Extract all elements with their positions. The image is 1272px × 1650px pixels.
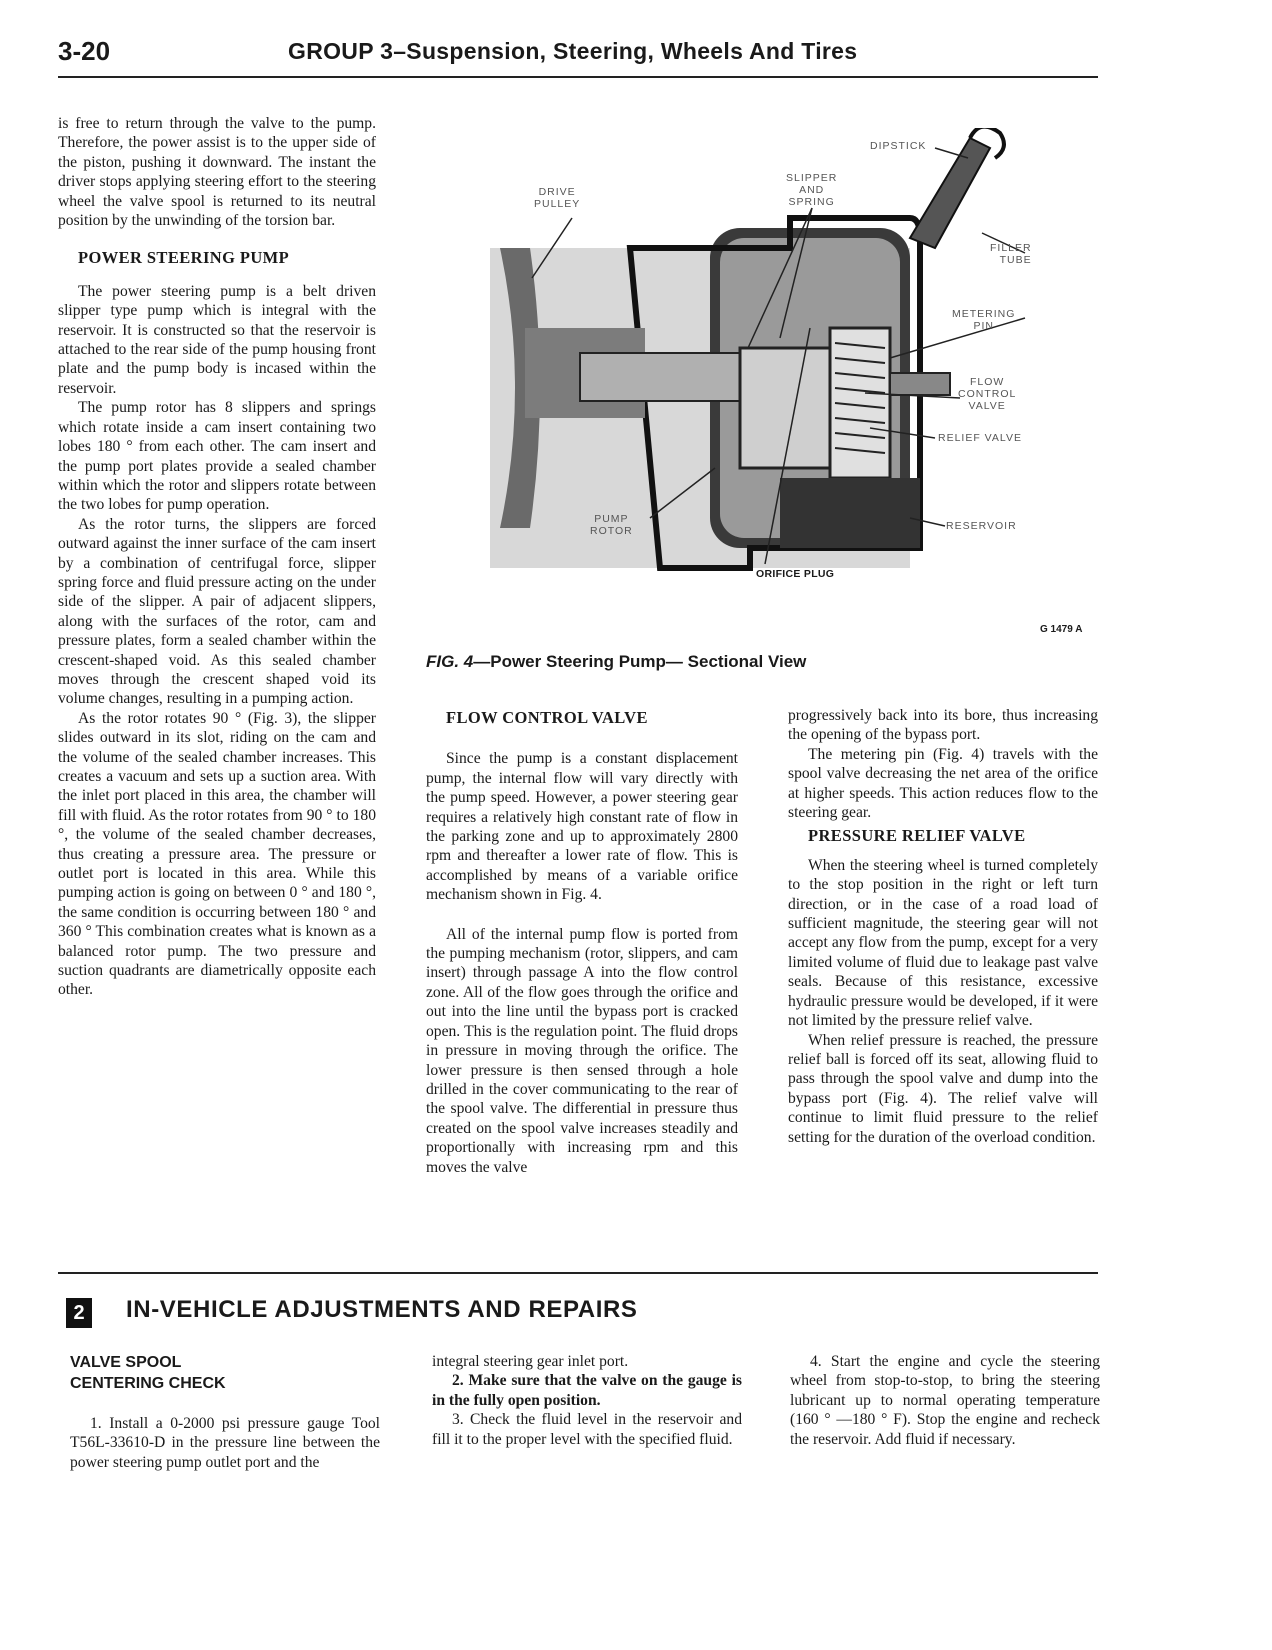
paragraph: The power steering pump is a belt driven slipper type pump which is integral with the reservoir. It is constructed so that the reservoir is attached to the rear side of the pump housing front plate and the pump body is incased within the reservoir.: [58, 282, 376, 397]
label-dipstick: DIPSTICK: [870, 140, 927, 152]
paragraph: progressively back into its bore, thus increasing the opening of the bypass port.: [788, 707, 1098, 744]
step-1: 1. Install a 0-2000 psi pressure gauge Tool T56L-33610-D in the pressure line between the power steering pump outlet port and the: [70, 1415, 380, 1471]
figure-caption: [426, 652, 806, 672]
section-heading: PRESSURE RELIEF VALVE: [808, 826, 1026, 846]
paragraph: Since the pump is a constant displacement pump, the internal flow will vary directly with the pump speed. However, a power steering gear requires a relatively high constant rate of flow in the parking zone and up to approximately 2800 rpm and thereafter a lower rate of flow. This is accomplished by means of a variable orifice mechanism shown in Fig. 4.: [426, 750, 738, 904]
paragraph: When relief pressure is reached, the pressure relief ball is forced off its seat, allowing fluid to pass through the spool valve and dump into the bypass port (Fig. 4). The relief valve will continue to limit fluid pressure to the relief setting for the duration of the overload condition.: [788, 1031, 1098, 1146]
sub-heading: CENTERING CHECK: [70, 1375, 226, 1392]
paragraph: As the rotor rotates 90 ° (Fig. 3), the slipper slides outward in its slot, riding on the cam and the volume of the sealed chamber increases. This creates a vacuum and sets up a suction area. With the inlet port placed in this area, the chamber will fill with fluid. As the rotor rotates from 90 ° to 180 °, the volume of the sealed chamber decreases, thus creating a pressure area. The pressure or outlet port is located in this area. While this pumping action is going on between 0 ° and 180 °, the same condition is occurring between 180 ° and 360 ° This combination creates what is known as a balanced rotor pump. The two pressure and suction quadrants are diametrically opposite each other.: [58, 709, 376, 999]
step-2: 2. Make sure that the valve on the gauge is in the fully open position.: [432, 1372, 742, 1409]
sub-heading: VALVE SPOOL: [70, 1354, 182, 1371]
paragraph: The metering pin (Fig. 4) travels with the spool valve decreasing the net area of the orifice at higher speeds. This action reduces flow to the steering gear.: [788, 745, 1098, 822]
label-reservoir: RESERVOIR: [946, 520, 1017, 532]
paragraph: When the steering wheel is turned completely to the stop position in the right or left turn direction, or in the case of a road load of sufficient magnitude, the steering gear will not accept any flow from the pump, except for a very limited volume of fluid due to leakage past valve seals. Because of this resistance, excessive hydraulic pressure would be developed, if it were not limited by the pressure relief valve.: [788, 856, 1098, 1030]
right-column: [788, 706, 1098, 1147]
label-pump-rotor: PUMP ROTOR: [590, 513, 633, 537]
bottom-column-1: [70, 1352, 380, 1472]
paragraph: As the rotor turns, the slippers are forced outward against the inner surface of the cam insert by a combination of centrifugal force, slipper spring force and fluid pressure acting on the under side of the slipper. A pair of adjacent slippers, along with the surfaces of the rotor, cam and pressure plates, form a sealed chamber within the crescent-shaped void. As this sealed chamber moves through the crescent shaped void its volume changes, resulting in a pumping action.: [58, 515, 376, 708]
paragraph: is free to return through the valve to the pump. Therefore, the power assist is to the upper side of the piston, pushing it downward. The instant the driver stops applying steering effort to the steering wheel the valve spool is returned to its neutral position by the unwinding of the torsion bar.: [58, 115, 376, 230]
header-rule: [58, 76, 1098, 78]
label-drive-pulley: DRIVE PULLEY: [534, 186, 581, 210]
paragraph: The pump rotor has 8 slippers and springs which rotate inside a cam insert containing two lobes 180 ° from each other. The cam insert and the pump port plates provide a sealed chamber within which the rotor and slippers rotate between the two lobes for pump operation.: [58, 399, 376, 514]
middle-column: [426, 708, 738, 1177]
paragraph: All of the internal pump flow is ported from the pumping mechanism (rotor, slippers, and cam insert) through passage A into the flow control zone. All of the flow goes through the orifice and out into the line until the bypass port is cracked open. This is the regulation point. The fluid drops in pressure in moving through the orifice. The lower pressure is then sensed through a hole drilled in the cover communicating to the rear of the spool valve. The differential in pressure thus created on the spool valve increases steadily and proportionally with increasing rpm and this moves the valve: [426, 925, 738, 1176]
section-rule: [58, 1272, 1098, 1274]
figure-title: —Power Steering Pump— Sectional View: [473, 652, 807, 671]
bottom-column-3: [790, 1352, 1100, 1449]
running-head: [288, 38, 857, 65]
left-column: [58, 114, 376, 1000]
label-relief-valve: RELIEF VALVE: [938, 432, 1022, 444]
section-number-badge: 2: [66, 1298, 92, 1328]
section-heading: POWER STEERING PUMP: [78, 248, 290, 268]
step-1-continued: integral steering gear inlet port.: [432, 1353, 629, 1370]
section-title: IN-VEHICLE ADJUSTMENTS AND REPAIRS: [126, 1296, 638, 1323]
figure-number: FIG. 4: [426, 652, 474, 671]
section-heading: FLOW CONTROL VALVE: [446, 708, 648, 727]
label-orifice-plug: ORIFICE PLUG: [756, 568, 835, 580]
step-3: 3. Check the fluid level in the reservoir and fill it to the proper level with the specified fluid.: [432, 1411, 742, 1448]
pump-sectional-figure: [490, 128, 1110, 628]
step-4: 4. Start the engine and cycle the steering wheel from stop-to-stop, to bring the steering lubricant up to normal operating temperature (160 ° —180 ° F). Stop the engine and recheck the reservoir. Add fluid if necessary.: [790, 1353, 1100, 1448]
group-title: –Suspension, Steering, Wheels And Tires: [393, 38, 858, 64]
label-metering-pin: METERING PIN: [952, 308, 1016, 332]
group-label: GROUP 3: [288, 38, 394, 64]
page-number: 3-20: [58, 36, 111, 66]
bottom-column-2: [432, 1352, 742, 1449]
figure-code: G 1479 A: [1040, 624, 1083, 635]
label-slipper-spring: SLIPPER AND SPRING: [786, 172, 838, 208]
label-flow-control-valve: FLOW CONTROL VALVE: [958, 376, 1017, 412]
label-filler-tube: FILLER TUBE: [990, 242, 1032, 266]
